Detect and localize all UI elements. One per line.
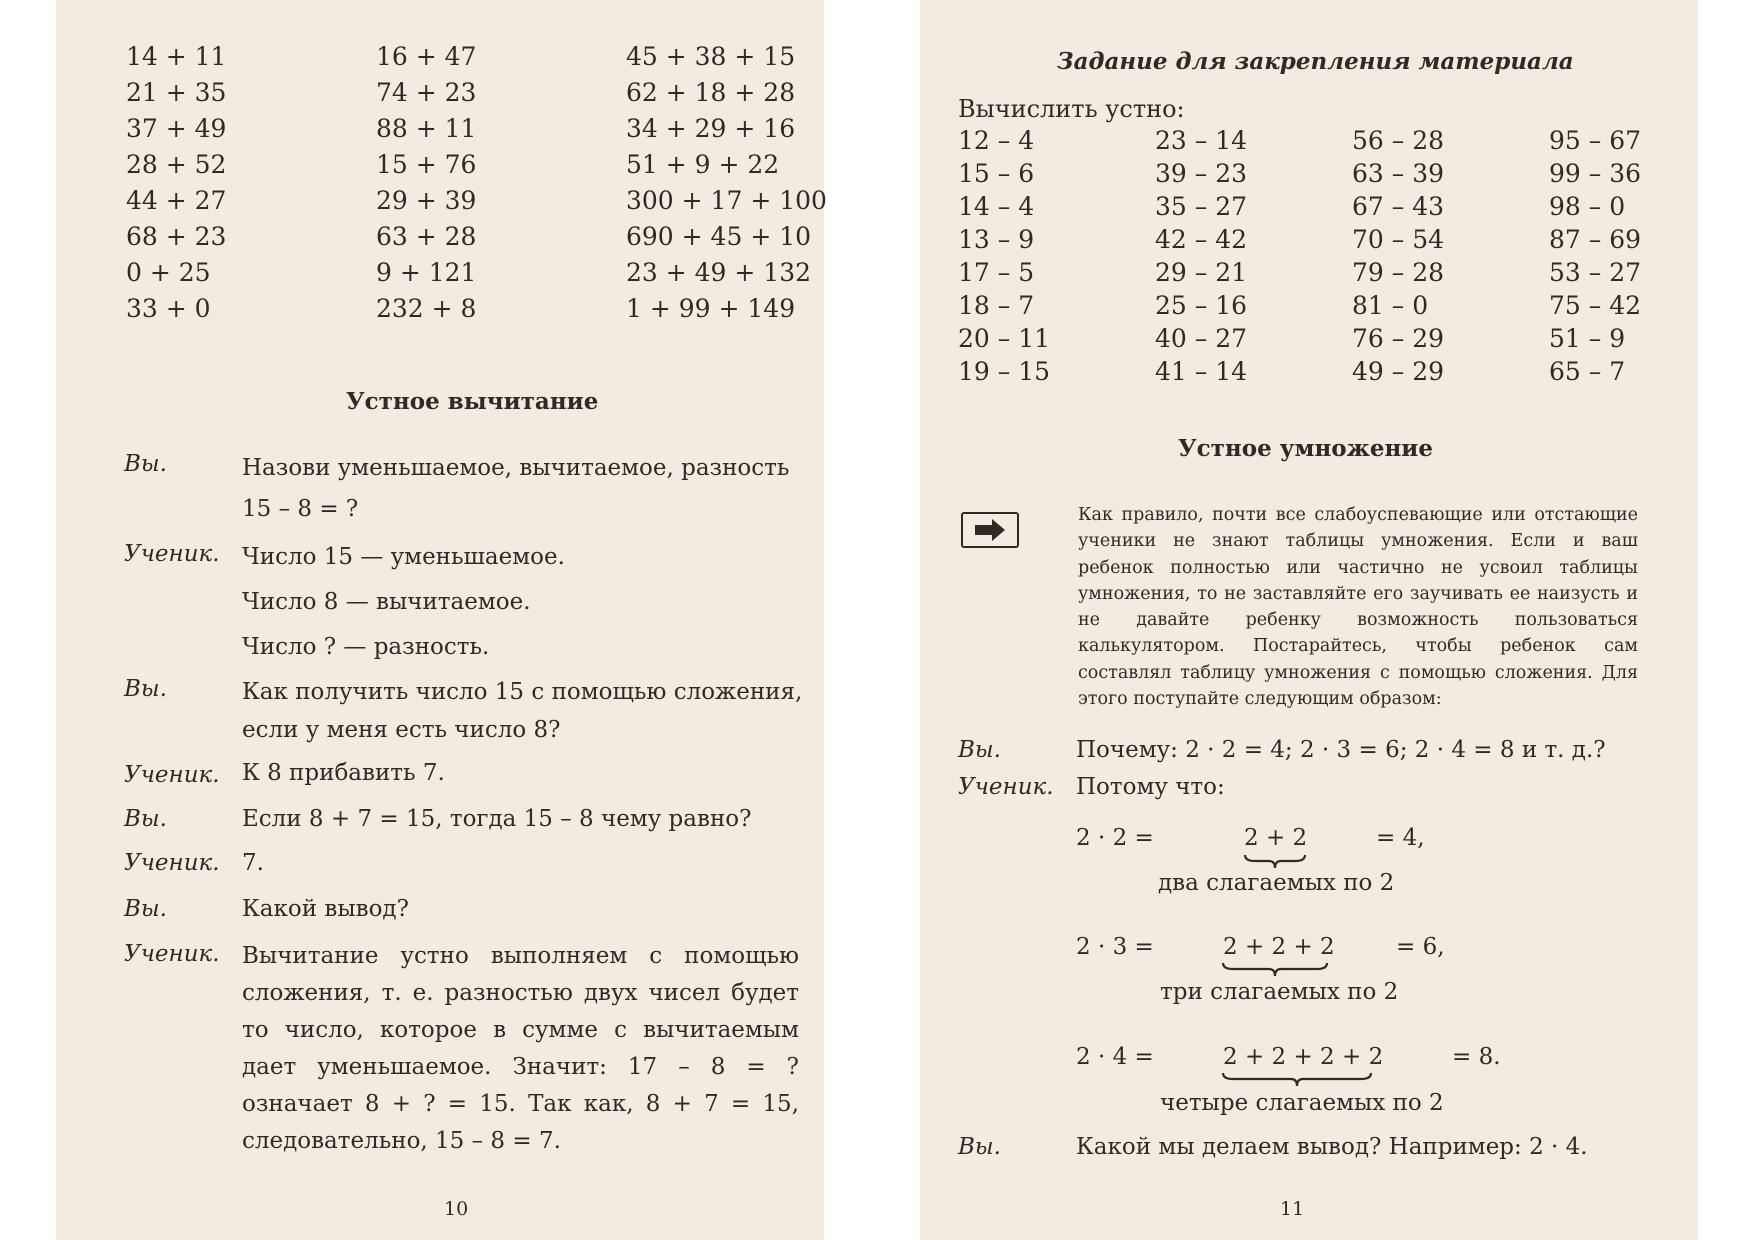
dialogue-line: Число ? — разность.: [242, 634, 490, 660]
underbrace-icon: [1243, 853, 1307, 871]
exercise-expression: 232 + 8: [376, 294, 477, 323]
dialogue-paragraph: Вычитание устно выполняем с помощью сложения, т. е. разностью двух чисел будет то число, которое в сумме с вычитаемым дает уменьшаемое. Значит: 17 – 8 = ? означает 8 + ? = 15. Так как, 8 + 7 = 15, следовательно, 15 – 8 = 7.: [242, 943, 799, 1154]
exercise-expression: 79 – 28: [1352, 258, 1445, 287]
exercise-expression: 29 – 21: [1155, 258, 1248, 287]
section-heading-subtraction: Устное вычитание: [346, 388, 599, 415]
dialogue-line: Почему: 2 · 2 = 4; 2 · 3 = 6; 2 · 4 = 8 и т. д.?: [1076, 737, 1606, 763]
note-arrow-icon: [961, 512, 1019, 548]
exercise-expression: 1 + 99 + 149: [626, 294, 796, 323]
exercise-expression: 95 – 67: [1549, 126, 1642, 155]
brace-caption: три слагаемых по 2: [1160, 979, 1399, 1005]
exercise-expression: 67 – 43: [1352, 192, 1445, 221]
dialogue-line: Число 15 — уменьшаемое.: [242, 544, 565, 570]
addition-exercises: [126, 44, 826, 321]
exercise-expression: 12 – 4: [958, 126, 1035, 155]
speaker-label: Вы.: [124, 896, 167, 922]
exercise-expression: 34 + 29 + 16: [626, 114, 796, 143]
page-number: 10: [444, 1198, 469, 1220]
right-page: [920, 0, 1698, 1240]
exercise-expression: 37 + 49: [126, 114, 227, 143]
speaker-label: Ученик.: [124, 762, 220, 788]
exercise-expression: 76 – 29: [1352, 324, 1445, 353]
exercise-expression: 98 – 0: [1549, 192, 1626, 221]
underbrace-icon: [1221, 961, 1329, 979]
exercise-expression: 42 – 42: [1155, 225, 1248, 254]
repeated-sum: 2 + 2 + 2: [1223, 934, 1335, 960]
exercise-expression: 68 + 23: [126, 222, 227, 251]
exercise-expression: 75 – 42: [1549, 291, 1642, 320]
exercise-expression: 41 – 14: [1155, 357, 1248, 386]
brace-caption: два слагаемых по 2: [1158, 870, 1395, 896]
exercise-expression: 28 + 52: [126, 150, 227, 179]
exercise-expression: 16 + 47: [376, 42, 477, 71]
exercise-expression: 33 + 0: [126, 294, 211, 323]
exercise-expression: 25 – 16: [1155, 291, 1248, 320]
exercise-expression: 15 + 76: [376, 150, 477, 179]
multiplication-lhs: 2 · 4 =: [1076, 1044, 1154, 1070]
dialogue-line: Потому что:: [1076, 774, 1225, 800]
exercise-expression: 14 – 4: [958, 192, 1035, 221]
exercise-expression: 300 + 17 + 100: [626, 186, 827, 215]
exercise-expression: 21 + 35: [126, 78, 227, 107]
exercise-prompt: Вычислить устно:: [958, 95, 1185, 123]
multiplication-result: = 4,: [1376, 825, 1425, 851]
speaker-label: Ученик.: [958, 774, 1054, 800]
multiplication-result: = 6,: [1396, 934, 1445, 960]
left-page: [56, 0, 827, 1240]
exercise-expression: 23 + 49 + 132: [626, 258, 812, 287]
exercise-expression: 690 + 45 + 10: [626, 222, 812, 251]
dialogue-line: Назови уменьшаемое, вычитаемое, разность: [242, 455, 790, 481]
exercise-expression: 81 – 0: [1352, 291, 1429, 320]
dialogue-line: Если 8 + 7 = 15, тогда 15 – 8 чему равно?: [242, 806, 752, 832]
exercise-expression: 18 – 7: [958, 291, 1035, 320]
speaker-label: Вы.: [124, 676, 167, 702]
exercise-expression: 20 – 11: [958, 324, 1051, 353]
multiplication-lhs: 2 · 2 =: [1076, 825, 1154, 851]
exercise-expression: 49 – 29: [1352, 357, 1445, 386]
speaker-label: Ученик.: [124, 850, 220, 876]
dialogue-line: если у меня есть число 8?: [242, 717, 561, 743]
exercise-expression: 56 – 28: [1352, 126, 1445, 155]
exercise-expression: 9 + 121: [376, 258, 477, 287]
exercise-expression: 87 – 69: [1549, 225, 1642, 254]
multiplication-result: = 8.: [1452, 1044, 1501, 1070]
exercise-expression: 51 – 9: [1549, 324, 1626, 353]
exercise-expression: 44 + 27: [126, 186, 227, 215]
speaker-label: Ученик.: [124, 941, 220, 967]
exercise-expression: 99 – 36: [1549, 159, 1642, 188]
exercise-expression: 14 + 11: [126, 42, 227, 71]
exercise-expression: 51 + 9 + 22: [626, 150, 780, 179]
speaker-label: Вы.: [124, 806, 167, 832]
speaker-label: Вы.: [124, 451, 167, 477]
exercise-expression: 17 – 5: [958, 258, 1035, 287]
exercise-expression: 62 + 18 + 28: [626, 78, 796, 107]
repeated-sum: 2 + 2: [1244, 825, 1308, 851]
underbrace-icon: [1221, 1071, 1373, 1089]
repeated-sum: 2 + 2 + 2 + 2: [1223, 1044, 1384, 1070]
exercise-expression: 53 – 27: [1549, 258, 1642, 287]
exercise-expression: 0 + 25: [126, 258, 211, 287]
exercise-expression: 63 – 39: [1352, 159, 1445, 188]
exercise-expression: 65 – 7: [1549, 357, 1626, 386]
exercise-expression: 23 – 14: [1155, 126, 1248, 155]
exercise-expression: 35 – 27: [1155, 192, 1248, 221]
exercise-expression: 19 – 15: [958, 357, 1051, 386]
subtraction-exercises: [958, 128, 1658, 384]
dialogue-line: 15 – 8 = ?: [242, 496, 359, 522]
dialogue-line: Как получить число 15 с помощью сложения,: [242, 679, 803, 705]
speaker-label: Вы.: [958, 737, 1001, 763]
exercise-expression: 13 – 9: [958, 225, 1035, 254]
exercise-expression: 70 – 54: [1352, 225, 1445, 254]
multiplication-lhs: 2 · 3 =: [1076, 934, 1154, 960]
dialogue-line: Какой мы делаем вывод? Например: 2 · 4.: [1076, 1134, 1588, 1160]
exercise-expression: 15 – 6: [958, 159, 1035, 188]
section-heading-exercise: Задание для закрепления материала: [1057, 48, 1574, 75]
dialogue-line: Какой вывод?: [242, 896, 409, 922]
dialogue-line: Число 8 — вычитаемое.: [242, 589, 531, 615]
section-heading-multiplication: Устное умножение: [1178, 435, 1433, 462]
exercise-expression: 29 + 39: [376, 186, 477, 215]
page-number: 11: [1280, 1198, 1305, 1220]
exercise-expression: 39 – 23: [1155, 159, 1248, 188]
dialogue-line: К 8 прибавить 7.: [242, 760, 445, 786]
dialogue-line: 7.: [242, 850, 264, 876]
exercise-expression: 63 + 28: [376, 222, 477, 251]
exercise-expression: 45 + 38 + 15: [626, 42, 796, 71]
speaker-label: Ученик.: [124, 541, 220, 567]
brace-caption: четыре слагаемых по 2: [1160, 1090, 1444, 1116]
exercise-expression: 40 – 27: [1155, 324, 1248, 353]
speaker-label: Вы.: [958, 1134, 1001, 1160]
exercise-expression: 88 + 11: [376, 114, 477, 143]
teacher-note: Как правило, почти все слабоуспевающие или отстающие ученики не знают таблицы умножения. Если и ваш ребенок полностью или частично не усвоил таблицы умножения, то не заставляйте его заучивать ее наизусть и не давайте ребенку возможность пользоваться калькулятором. Постарайтесь, чтобы ребенок сам составлял таблицу умножения с помощью сложения. Для этого поступайте следующим образом:: [1078, 505, 1638, 710]
exercise-expression: 74 + 23: [376, 78, 477, 107]
